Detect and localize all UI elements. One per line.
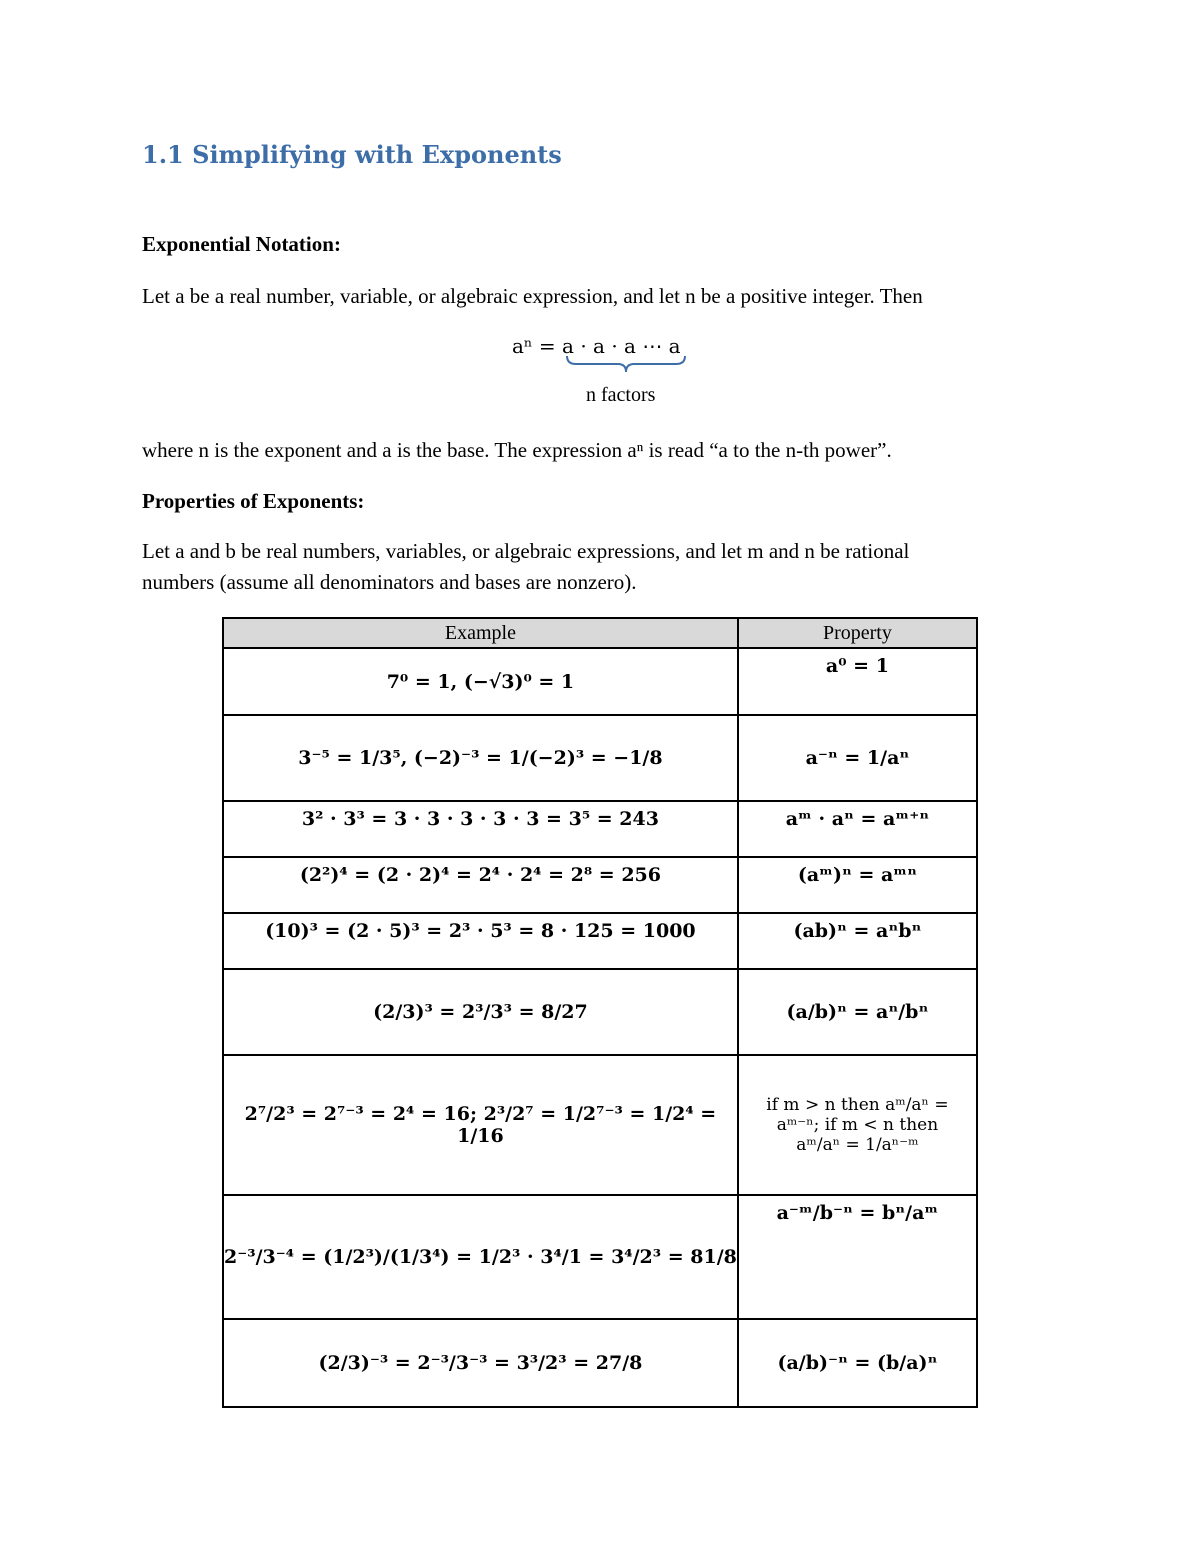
- column-header-example: Example: [223, 618, 738, 648]
- example-expression: 2⁻³/3⁻⁴ = (1/2³)/(1/3⁴) = 1/2³ · 3⁴/1 = 3⁴/2³ = 81/8: [224, 1246, 737, 1268]
- example-expression: 7⁰ = 1, (−√3)⁰ = 1: [386, 670, 575, 693]
- property-cell: [738, 715, 977, 801]
- example-expression: (2/3)⁻³ = 2⁻³/3⁻³ = 3³/2³ = 27/8: [318, 1352, 643, 1374]
- exponent-properties-table: [222, 617, 978, 1408]
- property-expression: a⁻ⁿ = 1/aⁿ: [805, 747, 910, 769]
- property-expression: a⁰ = 1: [825, 655, 889, 677]
- example-cell: [223, 857, 738, 913]
- property-expression: a⁻ᵐ/b⁻ⁿ = bⁿ/aᵐ: [776, 1202, 939, 1224]
- table-row: [223, 801, 977, 857]
- property-cell: [738, 801, 977, 857]
- example-expression: 3⁻⁵ = 1/3⁵, (−2)⁻³ = 1/(−2)³ = −1/8: [298, 747, 663, 769]
- page-title: 1.1 Simplifying with Exponents: [142, 140, 562, 169]
- property-expression: (a/b)ⁿ = aⁿ/bⁿ: [786, 1001, 929, 1023]
- table-row: [223, 648, 977, 715]
- table-row: [223, 913, 977, 969]
- property-cell: [738, 648, 977, 715]
- properties-heading: Properties of Exponents:: [142, 489, 365, 513]
- table-row: [223, 1319, 977, 1407]
- example-cell: [223, 1055, 738, 1195]
- table-row: [223, 857, 977, 913]
- property-cell: [738, 1195, 977, 1319]
- property-cell: [738, 1055, 977, 1195]
- example-cell: [223, 648, 738, 715]
- property-cell: [738, 857, 977, 913]
- notation-explanation: where n is the exponent and a is the base. The expression aⁿ is read “a to the n-th power”.: [142, 438, 892, 462]
- example-expression: 3² · 3³ = 3 · 3 · 3 · 3 · 3 = 3⁵ = 243: [301, 808, 659, 830]
- property-cell: [738, 1319, 977, 1407]
- example-cell: [223, 1319, 738, 1407]
- table-row: [223, 1055, 977, 1195]
- example-cell: [223, 801, 738, 857]
- property-cell: [738, 969, 977, 1055]
- properties-intro-line1: Let a and b be real numbers, variables, or algebraic expressions, and let m and n be rational: [142, 539, 910, 563]
- notation-formula: aⁿ = a · a · a ⋯ a: [512, 334, 681, 358]
- example-expression: 2⁷/2³ = 2⁷⁻³ = 2⁴ = 16; 2³/2⁷ = 1/2⁷⁻³ = 1/2⁴ = 1/16: [244, 1103, 717, 1147]
- brace-label: n factors: [586, 384, 656, 406]
- table-row: [223, 1195, 977, 1319]
- property-cell: [738, 913, 977, 969]
- example-expression: (10)³ = (2 · 5)³ = 2³ · 5³ = 8 · 125 = 1000: [265, 920, 696, 942]
- notation-intro: Let a be a real number, variable, or algebraic expression, and let n be a positive integer. Then: [142, 284, 923, 308]
- property-expression: (ab)ⁿ = aⁿbⁿ: [793, 920, 922, 942]
- example-cell: [223, 913, 738, 969]
- example-cell: [223, 715, 738, 801]
- example-cell: [223, 1195, 738, 1319]
- example-expression: (2²)⁴ = (2 · 2)⁴ = 2⁴ · 2⁴ = 2⁸ = 256: [299, 864, 662, 886]
- notation-heading: Exponential Notation:: [142, 232, 341, 256]
- property-expression: (aᵐ)ⁿ = aᵐⁿ: [797, 864, 918, 886]
- example-cell: [223, 969, 738, 1055]
- table-header-row: [223, 618, 977, 648]
- properties-intro-line2: numbers (assume all denominators and bases are nonzero).: [142, 570, 637, 594]
- property-expression: aᵐ · aⁿ = aᵐ⁺ⁿ: [785, 808, 930, 830]
- example-expression: (2/3)³ = 2³/3³ = 8/27: [373, 1001, 588, 1023]
- table-row: [223, 715, 977, 801]
- table-row: [223, 969, 977, 1055]
- column-header-property: Property: [738, 618, 977, 648]
- property-expression: if m > n then aᵐ/aⁿ = aᵐ⁻ⁿ; if m < n then aᵐ/aⁿ = 1/aⁿ⁻ᵐ: [766, 1095, 949, 1155]
- property-expression: (a/b)⁻ⁿ = (b/a)ⁿ: [777, 1352, 938, 1374]
- factors-brace: [564, 354, 688, 380]
